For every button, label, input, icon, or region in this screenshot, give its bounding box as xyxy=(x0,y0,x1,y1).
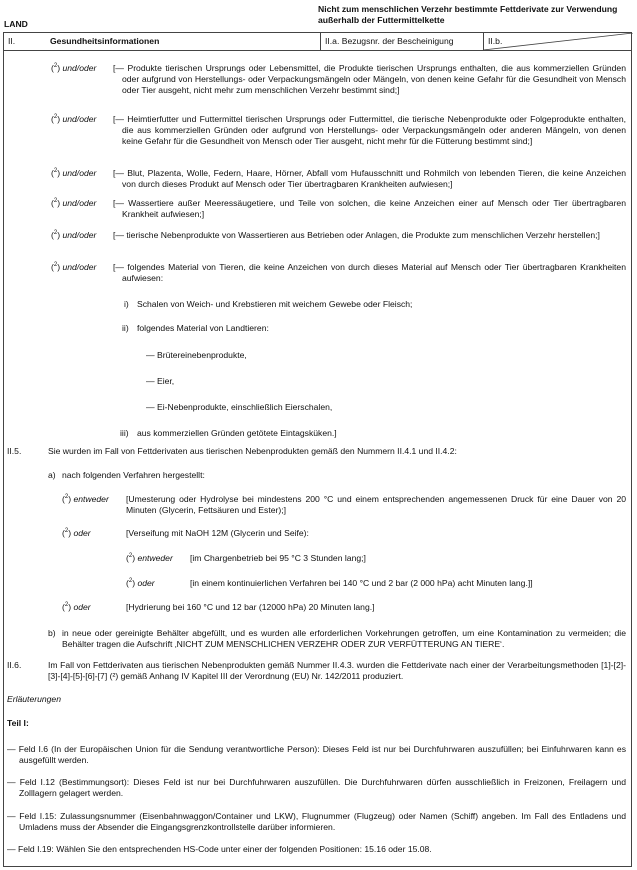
method-text: [Umesterung oder Hydrolyse bei mindestens 200 °C und einem entsprechenden angemessenen Druck für eine Dauer von 20 Minuten (Glycerin, Fettsäuren und Ester);] xyxy=(126,494,626,515)
field-ii-b: II.b. xyxy=(483,33,631,50)
list-marker: ii) xyxy=(122,323,129,333)
notes-heading: Erläuterungen xyxy=(7,694,61,704)
section-number: II. xyxy=(8,36,16,46)
method-qualifier: ($^2$) oder xyxy=(62,602,91,612)
method-text: [in einem kontinuierlichen Verfahren bei 140 °C und 2 bar (2 000 hPa) acht Minuten lang.]] xyxy=(190,578,533,588)
section-ii6-text: Im Fall von Fettderivaten aus tierischen Nebenprodukten gemäß Nummer II.4.3. wurden die Fettderivate nach einer der Verarbeitungsmethoden [1]-[2]-[3]-[4]-[5]-[6]-[7] (²) gemäß Anhang IV Kapitel III der Verordnung (EU) Nr. 142/2011 produziert. xyxy=(48,660,626,681)
option-qualifier: ($^2$) und/oder xyxy=(51,168,97,178)
option-qualifier: ($^2$) und/oder xyxy=(51,63,97,73)
option-text: [— Blut, Plazenta, Wolle, Federn, Haare, Hörner, Abfall vom Hufausschnitt und Rohmilch von lebenden Tieren, die keine Anzeichen von durch dieses Produkt auf Mensch oder Tier übertragbaren Krankheiten aufwiesen;] xyxy=(113,168,626,189)
section-title: Gesundheitsinformationen xyxy=(50,36,160,46)
method-text: [im Chargenbetrieb bei 95 °C 3 Stunden lang;] xyxy=(190,553,366,563)
strikethrough-diagonal-icon xyxy=(483,33,633,50)
section-ii5-number: II.5. xyxy=(7,446,22,456)
section-ii5-b-text: in neue oder gereinigte Behälter abgefüllt, und es wurden alle erforderlichen Vorkehrungen getroffen, um eine Kontamination zu vermeiden; die Behälter tragen die Aufschrift ‚NICHT ZUM MENSCHLICHEN VERZEHR ODER ZUR VERFÜTTERUNG AN TIERE‘. xyxy=(62,628,626,649)
list-marker: iii) xyxy=(120,428,129,438)
certificate-title: Nicht zum menschlichen Verzehr bestimmte Fettderivate zur Verwendung außerhalb der Futtermittelkette xyxy=(318,4,618,25)
method-qualifier: ($^2$) oder xyxy=(62,528,91,538)
method-qualifier: ($^2$) oder xyxy=(126,578,155,588)
method-text: [Verseifung mit NaOH 12M (Glycerin und Seife): xyxy=(126,528,309,538)
method-qualifier: ($^2$) entweder xyxy=(62,494,109,504)
sub-list-item: — Brütereinebenprodukte, xyxy=(146,350,247,360)
notes-part-heading: Teil I: xyxy=(7,718,29,728)
list-marker: a) xyxy=(48,470,56,480)
section-header-row xyxy=(3,32,632,51)
sub-list-item: — Eier, xyxy=(146,376,175,386)
option-qualifier: ($^2$) und/oder xyxy=(51,198,97,208)
note-item: — Feld I.6 (In der Europäischen Union für die Sendung verantwortliche Person): Dieses Feld ist nur bei Durchfuhrwaren auszufüllen; bei Einfuhrwaren kann es ausgefüllt werden. xyxy=(7,744,626,765)
option-text: [— tierische Nebenprodukte von Wassertieren aus Betrieben oder Anlagen, die Produkte zum menschlichen Verzehr herstellen;] xyxy=(113,230,600,240)
section-ii6-number: II.6. xyxy=(7,660,22,670)
note-item: — Feld I.19: Wählen Sie den entsprechenden HS-Code unter einer der folgenden Positionen: 15.16 oder 15.08. xyxy=(7,844,432,854)
list-item: aus kommerziellen Gründen getötete Eintagsküken.] xyxy=(137,428,337,438)
list-item: Schalen von Weich- und Krebstieren mit weichem Gewebe oder Fleisch; xyxy=(137,299,413,309)
option-text: [— folgendes Material von Tieren, die keine Anzeichen von durch dieses Material auf Mensch oder Tier übertragbaren Krankheiten aufwiesen: xyxy=(113,262,626,283)
option-text: [— Produkte tierischen Ursprungs oder Lebensmittel, die Produkte tierischen Ursprungs enthalten, die aus kommerziellen Gründen oder aufgrund von Herstellungs- oder Verpackungsmängeln oder Mängeln, von denen keine Gefahr für die Gesundheit von Mensch oder Tier ausgeht, nicht mehr zum menschlichen Verzehr bestimmt sind;] xyxy=(113,63,626,95)
option-text: [— Wassertiere außer Meeressäugetiere, und Teile von solchen, die keine Anzeichen einer auf Mensch oder Tier übertragbaren Krankheit aufwiesen;] xyxy=(113,198,626,219)
country-label: LAND xyxy=(4,19,28,29)
list-marker: i) xyxy=(124,299,129,309)
list-item: folgendes Material von Landtieren: xyxy=(137,323,269,333)
option-text: [— Heimtierfutter und Futtermittel tierischen Ursprungs oder Futtermittel, die tierische Nebenprodukte oder Folgeprodukte enthalten, die aus kommerziellen Gründen oder aufgrund von Herstellungs- oder Verpackungsmängeln oder anderen Mängeln, von denen keine Gefahr für die Gesundheit von Mensch oder Tier ausgeht, nicht mehr für die Fütterung bestimmt sind;] xyxy=(113,114,626,146)
method-text: [Hydrierung bei 160 °C und 12 bar (12000 hPa) 20 Minuten lang.] xyxy=(126,602,375,612)
method-qualifier: ($^2$) entweder xyxy=(126,553,173,563)
note-item: — Feld I.15: Zulassungsnummer (Eisenbahnwaggon/Container und LKW), Flugnummer (Flugzeug) oder Namen (Schiff) angeben. Im Fall des Entladens und Umladens muss der Absender die Eingangsgrenzkontrollstelle darüber informieren. xyxy=(7,811,626,832)
note-item: — Feld I.12 (Bestimmungsort): Dieses Feld ist nur bei Durchfuhrwaren auszufüllen. Die Durchfuhrwaren dürfen ausschließlich in Freizonen, Freilagern und Zolllagern gelagert werden. xyxy=(7,777,626,798)
reference-number-field: II.a. Bezugsnr. der Bescheinigung xyxy=(320,33,483,50)
sub-list-item: — Ei-Nebenprodukte, einschließlich Eierschalen, xyxy=(146,402,333,412)
option-qualifier: ($^2$) und/oder xyxy=(51,114,97,124)
option-qualifier: ($^2$) und/oder xyxy=(51,262,97,272)
list-marker: b) xyxy=(48,628,56,638)
option-qualifier: ($^2$) und/oder xyxy=(51,230,97,240)
section-ii5-a-text: nach folgenden Verfahren hergestellt: xyxy=(62,470,205,480)
section-ii5-text: Sie wurden im Fall von Fettderivaten aus tierischen Nebenprodukten gemäß den Nummern II.4.1 und II.4.2: xyxy=(48,446,457,456)
